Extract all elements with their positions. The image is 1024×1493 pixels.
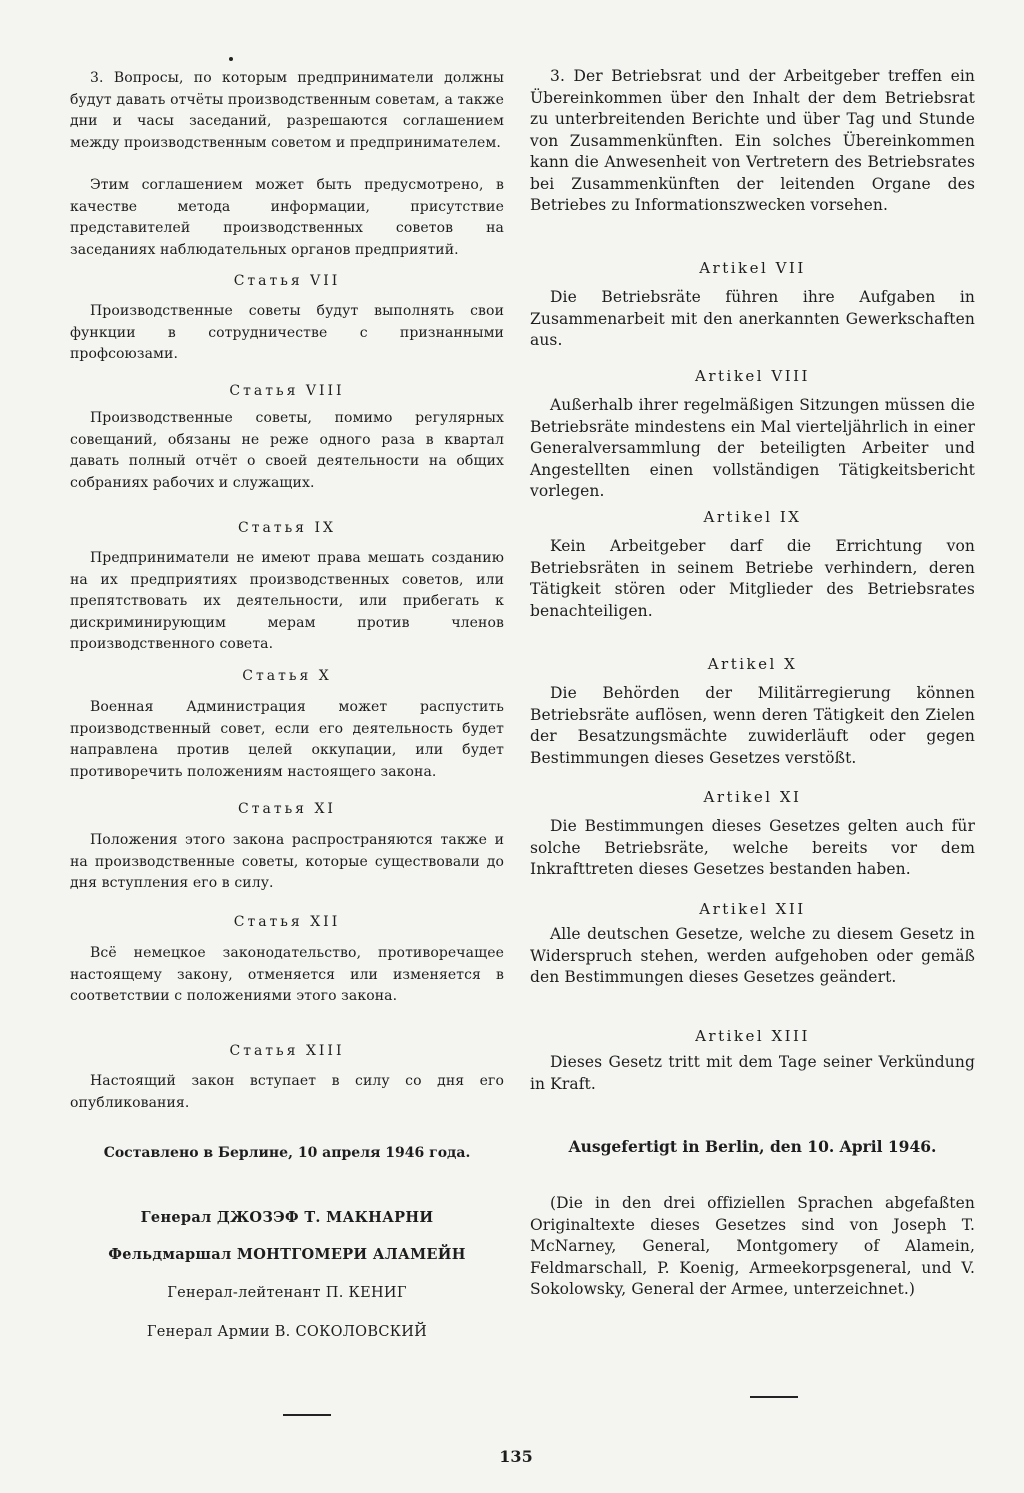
ru-paragraph-3: 3. Вопросы, по которым предприниматели должны будут давать отчёты производственным советам, а также дни и часы заседаний, разрешаются соглашением между производственным советом и предпринимателем. xyxy=(70,70,504,151)
de-article-13-title: Artikel XIII xyxy=(695,1027,810,1045)
ru-closing-rule xyxy=(283,1414,331,1416)
scan-speck xyxy=(229,57,233,61)
ru-date-line: Составлено в Берлине, 10 апреля 1946 года. xyxy=(103,1145,471,1161)
ru-article-7-text: Производственные советы будут выполнять свои функции в сотрудничестве с признанными профсоюзами. xyxy=(70,303,504,362)
de-closing-rule xyxy=(750,1396,798,1398)
de-article-8-title: Artikel VIII xyxy=(695,367,810,385)
ru-signatory-sokolovsky: Генерал Армии В. СОКОЛОВСКИЙ xyxy=(146,1324,428,1340)
ru-article-10-title: Статья X xyxy=(242,668,332,684)
de-article-7-title: Artikel VII xyxy=(699,259,806,277)
de-article-9-title: Artikel IX xyxy=(703,508,802,526)
ru-signatory-montgomery: Фельдмаршал МОНТГОМЕРИ АЛАМЕЙН xyxy=(108,1246,466,1263)
ru-signatory-koenig: Генерал-лейтенант П. КЕНИГ xyxy=(167,1285,407,1301)
ru-article-13-text: Настоящий закон вступает в силу со дня его опубликования. xyxy=(70,1073,504,1111)
de-article-9-text: Kein Arbeitgeber darf die Errichtung von Betriebsräten in seinem Betriebe verhindern, deren Tätigkeit stören oder Mitglieder des Betriebsrates benachteiligen. xyxy=(530,537,975,620)
ru-article-10-text: Военная Администрация может распустить производственный совет, если его деятельность будет направлена против целей оккупации, или будет противоречить положениям настоящего закона. xyxy=(70,699,504,780)
de-signature-note: (Die in den drei offiziellen Sprachen abgefaßten Originaltexte dieses Gesetzes sind von Joseph T. McNarney, General, Montgomery of Alamein, Feldmarschall, P. Koenig, Armeekorpsgeneral, und V. Sokolowsky, General der Armee, unterzeichnet.) xyxy=(530,1194,975,1298)
ru-article-12-text: Всё немецкое законодательство, противоречащее настоящему закону, отменяется или изменяется в соответствии с положениями этого закона. xyxy=(70,945,504,1004)
de-article-10-text: Die Behörden der Militärregierung können Betriebsräte auflösen, wenn deren Tätigkeit den Zielen der Besatzungsmächte zuwiderläuft oder gegen Bestimmungen dieses Gesetzes verstößt. xyxy=(530,684,975,767)
ru-signatory-mcnarney: Генерал ДЖОЗЭФ Т. МАКНАРНИ xyxy=(140,1209,434,1226)
ru-article-7-title: Статья VII xyxy=(233,273,341,289)
ru-article-12-title: Статья XII xyxy=(233,914,341,930)
ru-article-11-title: Статья XI xyxy=(238,801,336,817)
de-date-line: Ausgefertigt in Berlin, den 10. April 1946. xyxy=(568,1137,937,1156)
de-article-12-text: Alle deutschen Gesetze, welche zu diesem Gesetz in Widerspruch stehen, werden aufgehoben oder gemäß den Bestimmungen dieses Gesetzes geändert. xyxy=(530,925,975,986)
de-paragraph-3: 3. Der Betriebsrat und der Arbeitgeber treffen ein Übereinkommen über den Inhalt der dem Betriebsrat zu unterbreitenden Berichte und über Tag und Stunde von Zusammenkünften. Ein solches Übereinkommen kann die Anwesenheit von Vertretern des Betriebsrates bei Zusammenkünften der leitenden Organe des Betriebes zu Informationszwecken vorsehen. xyxy=(530,67,975,214)
de-article-12-title: Artikel XII xyxy=(699,900,806,918)
de-article-11-title: Artikel XI xyxy=(703,788,802,806)
ru-article-8-text: Производственные советы, помимо регулярных совещаний, обязаны не реже одного раза в квартал давать полный отчёт о своей деятельности на общих собраниях рабочих и служащих. xyxy=(70,410,504,491)
page-number: 135 xyxy=(499,1447,533,1466)
de-article-7-text: Die Betriebsräte führen ihre Aufgaben in Zusammenarbeit mit den anerkannten Gewerkschaften aus. xyxy=(530,288,975,349)
ru-article-9-text: Предприниматели не имеют права мешать созданию на их предприятиях производственных советов, или препятствовать их деятельности, или прибегать к дискриминирующим мерам против членов производственного совета. xyxy=(70,550,504,652)
ru-article-8-title: Статья VIII xyxy=(229,383,345,399)
ru-article-11-text: Положения этого закона распространяются также и на производственные советы, которые существовали до дня вступления его в силу. xyxy=(70,832,504,891)
de-article-10-title: Artikel X xyxy=(707,655,798,673)
de-article-13-text: Dieses Gesetz tritt mit dem Tage seiner Verkündung in Kraft. xyxy=(530,1053,975,1093)
ru-article-9-title: Статья IX xyxy=(238,520,336,536)
de-article-8-text: Außerhalb ihrer regelmäßigen Sitzungen müssen die Betriebsräte mindestens ein Mal vierteljährlich in einer Generalversammlung der beteiligten Arbeiter und Angestellten einen vollständigen Tätigkeitsbericht vorlegen. xyxy=(530,396,975,500)
ru-article-13-title: Статья XIII xyxy=(229,1043,345,1059)
ru-paragraph-3b: Этим соглашением может быть предусмотрено, в качестве метода информации, присутствие представителей производственных советов на заседаниях наблюдательных органов предприятий. xyxy=(70,177,504,258)
de-article-11-text: Die Bestimmungen dieses Gesetzes gelten auch für solche Betriebsräte, welche bereits vor dem Inkrafttreten dieses Gesetzes bestanden haben. xyxy=(530,817,975,878)
